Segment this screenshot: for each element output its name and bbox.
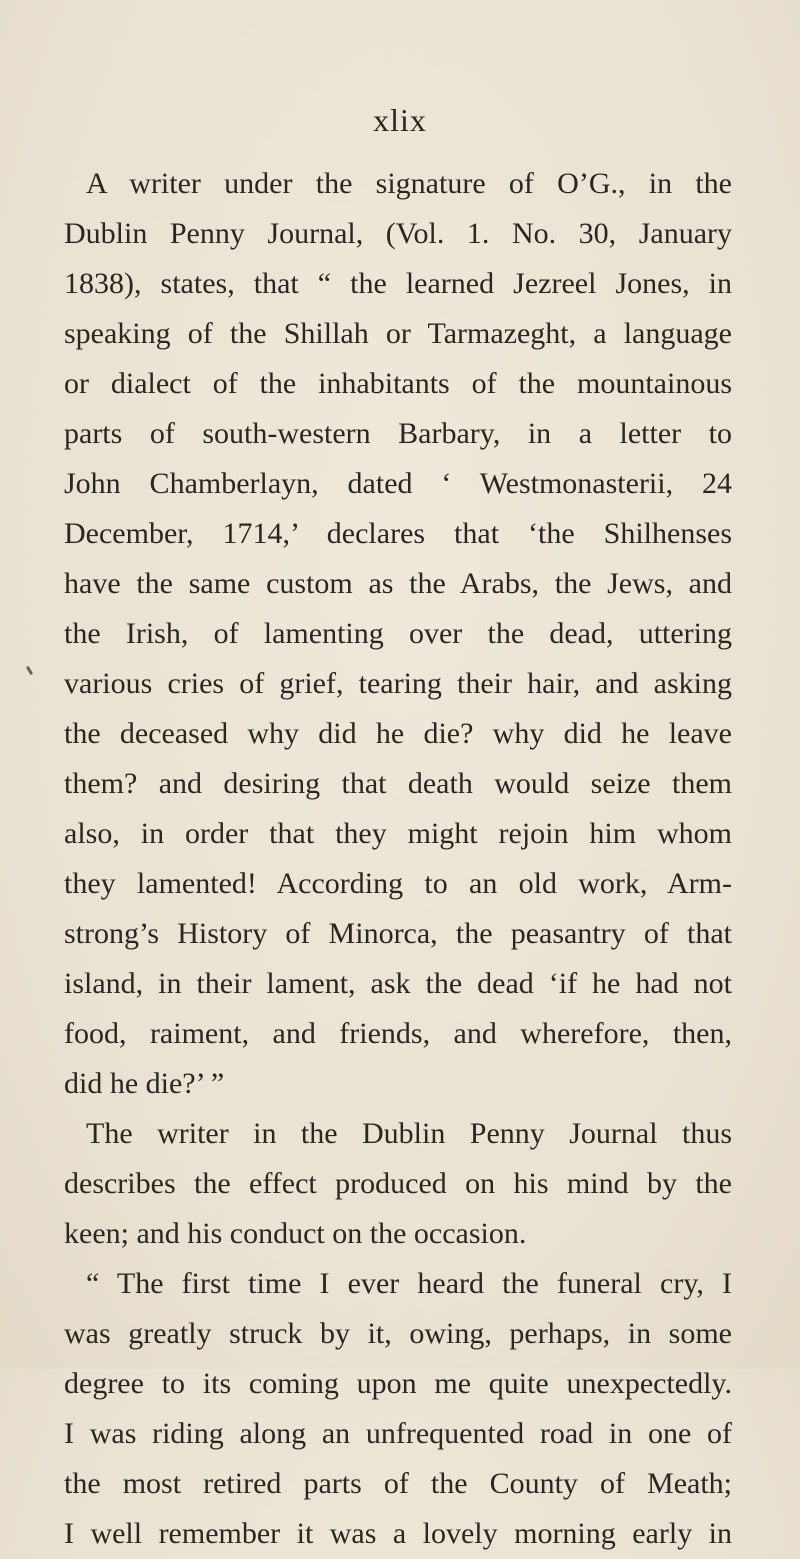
text-line: John Chamberlayn, dated ‘ Westmonasterii, 24: [64, 467, 732, 500]
text-line: various cries of grief, tearing their hair, and asking: [64, 667, 732, 700]
text-line: “ The first time I ever heard the funeral cry, I: [86, 1267, 732, 1300]
text-line: did he die?’ ”: [64, 1067, 225, 1100]
text-line: December, 1714,’ declares that ‘the Shilhenses: [64, 517, 732, 550]
text-line: A writer under the signature of O’G., in the: [86, 167, 732, 200]
text-line: 1838), states, that “ the learned Jezreel Jones, in: [64, 267, 732, 300]
text-line: keen; and his conduct on the occasion.: [64, 1217, 527, 1250]
margin-mark: [26, 666, 33, 675]
paragraph-3: [64, 1259, 732, 1559]
text-line: or dialect of the inhabitants of the mountainous: [64, 367, 732, 400]
text-line: them? and desiring that death would seize them: [64, 767, 732, 800]
paragraph-2: [64, 1109, 732, 1259]
text-line: I was riding along an unfrequented road in one of: [64, 1417, 732, 1450]
text-line: also, in order that they might rejoin him whom: [64, 817, 732, 850]
text-line: the most retired parts of the County of Meath;: [64, 1467, 732, 1500]
page-number: xlix: [373, 102, 427, 138]
paragraph-1: [64, 159, 732, 1109]
text-line: food, raiment, and friends, and wherefore, then,: [64, 1017, 732, 1050]
text-line: have the same custom as the Arabs, the Jews, and: [64, 567, 732, 600]
text-line: I well remember it was a lovely morning early in: [64, 1517, 732, 1550]
text-line: Dublin Penny Journal, (Vol. 1. No. 30, January: [64, 217, 732, 250]
text-line: the deceased why did he die? why did he leave: [64, 717, 732, 750]
text-line: speaking of the Shillah or Tarmazeght, a language: [64, 317, 732, 350]
text-line: The writer in the Dublin Penny Journal thus: [86, 1117, 732, 1150]
text-line: degree to its coming upon me quite unexpectedly.: [64, 1367, 732, 1400]
text-line: strong’s History of Minorca, the peasantry of that: [64, 917, 732, 950]
text-line: the Irish, of lamenting over the dead, uttering: [64, 617, 732, 650]
text-line: parts of south-western Barbary, in a letter to: [64, 417, 732, 450]
body-text: [64, 159, 732, 1559]
text-line: island, in their lament, ask the dead ‘if he had not: [64, 967, 732, 1000]
text-line: describes the effect produced on his mind by the: [64, 1167, 732, 1200]
text-line: they lamented! According to an old work, Arm-: [64, 867, 732, 900]
text-line: was greatly struck by it, owing, perhaps, in some: [64, 1317, 732, 1350]
